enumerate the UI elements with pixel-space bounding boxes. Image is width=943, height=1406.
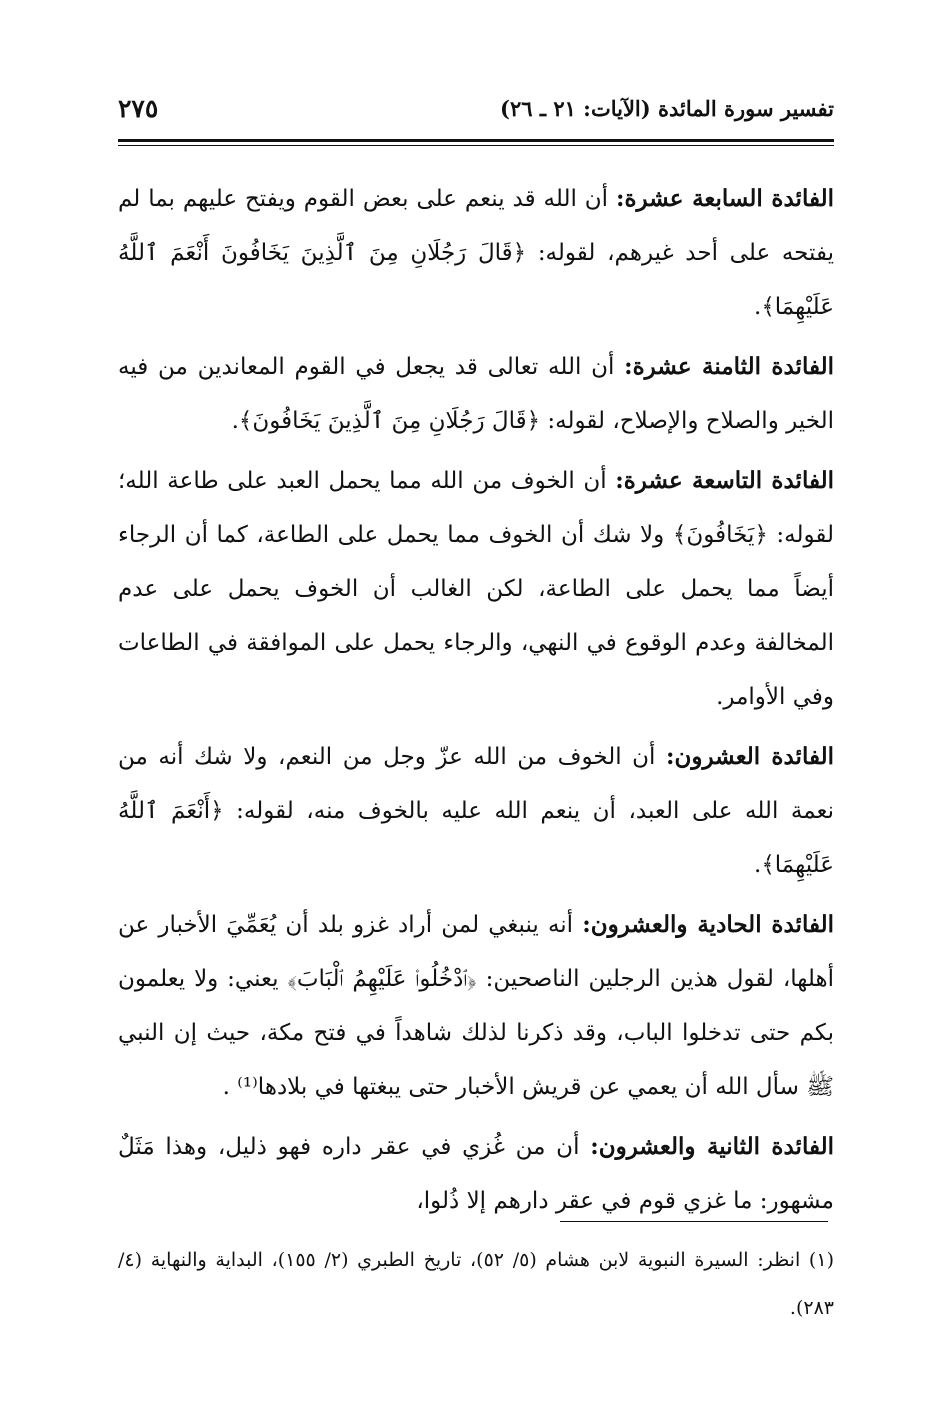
paragraph-body: أن الخوف من الله مما يحمل العبد على طاعة الله؛ لقوله: ﴿يَخَافُونَ﴾ ولا شك أن الخوف مما يحمل على الطاعة، كما أن الرجاء أيضاً مما يحمل على الطاعة، لكن الغالب أن الخوف يحمل على عدم المخالفة وعدم الوقوع في النهي، والرجاء يحمل على الموافقة في الطاعات وفي الأوامر.	[118, 468, 834, 710]
paragraph-heading: الفائدة التاسعة عشرة:	[615, 467, 834, 494]
main-text	[118, 172, 834, 1228]
paragraph-20	[118, 730, 834, 892]
paragraph-21	[118, 898, 834, 1114]
paragraph-heading: الفائدة السابعة عشرة:	[615, 185, 834, 212]
running-header	[118, 94, 834, 128]
header-rule-thick	[118, 139, 834, 142]
paragraph-body: أن الخوف من الله عزّ وجل من النعم، ولا شك أنه من نعمة الله على العبد، أن ينعم الله عليه بالخوف منه، لقوله: ﴿أَنْعَمَ ٱللَّهُ عَلَيْهِمَا﴾.	[118, 744, 834, 878]
paragraph-18	[118, 340, 834, 448]
paragraph-body: أن من غُزي في عقر داره فهو ذليل، وهذا مَثَلٌ مشهور: ما غزي قوم في عقر دارهم إلا ذُلوا،	[118, 1134, 834, 1214]
header-rule-thin	[118, 145, 834, 146]
paragraph-heading: الفائدة الثانية والعشرون:	[590, 1133, 834, 1160]
paragraph-heading: الفائدة الثامنة عشرة:	[624, 353, 834, 380]
paragraph-body: أن الله قد ينعم على بعض القوم ويفتح عليهم بما لم يفتحه على أحد غيرهم، لقوله: ﴿قَالَ رَجُلَانِ مِنَ ٱلَّذِينَ يَخَافُونَ أَنْعَمَ ٱللَّهُ عَلَيْهِمَا﴾.	[118, 186, 834, 320]
paragraph-22	[118, 1120, 834, 1228]
footnote-separator	[560, 1221, 828, 1222]
page-number: ٢٧٥	[118, 94, 159, 123]
paragraph-19	[118, 454, 834, 724]
paragraph-heading: الفائدة العشرون:	[666, 743, 835, 770]
footnote-1: (١) انظر: السيرة النبوية لابن هشام (٥/ ٥٢)، تاريخ الطبري (٢/ ١٥٥)، البداية والنهاية (٤/ ٢٨٣).	[118, 1249, 834, 1319]
paragraph-heading: الفائدة الحادية والعشرون:	[582, 911, 834, 938]
footnotes	[118, 1236, 834, 1332]
paragraph-body: أنه ينبغي لمن أراد غزو بلد أن يُعَمِّيَ الأخبار عن أهلها، لقول هذين الرجلين الناصحين: ﴿ٱدْخُلُوا۟ عَلَيْهِمُ ٱلْبَابَ﴾ يعني: ولا يعلمون بكم حتى تدخلوا الباب، وقد ذكرنا لذلك شاهداً في فتح مكة، حيث إن النبي ﷺ سأل الله أن يعمي عن قريش الأخبار حتى يبغتها في بلادها⁽¹⁾ .	[118, 912, 834, 1100]
paragraph-body: أن الله تعالى قد يجعل في القوم المعاندين من فيه الخير والصلاح والإصلاح، لقوله: ﴿قَالَ رَجُلَانِ مِنَ ٱلَّذِينَ يَخَافُونَ﴾.	[118, 354, 834, 434]
paragraph-17	[118, 172, 834, 334]
running-header-title: تفسير سورة المائدة (الآيات: ٢١ ـ ٢٦)	[500, 96, 834, 121]
